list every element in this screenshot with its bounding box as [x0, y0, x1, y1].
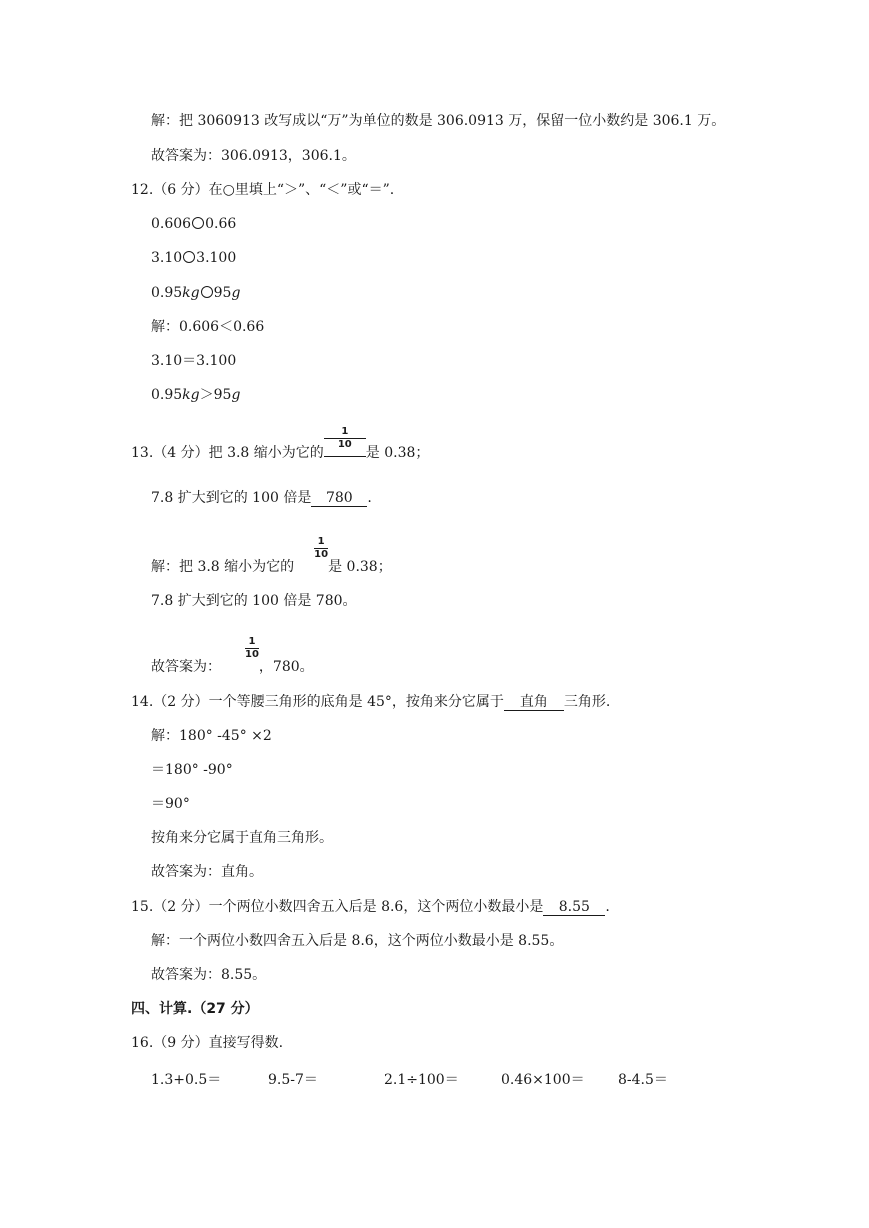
- q13-line-2-a: 7.8 扩大到它的 100 倍是: [151, 490, 312, 506]
- q12-item-1-left: 0.606: [151, 216, 192, 232]
- q15-stem-a: 15.（2 分）一个两位小数四舍五入后是 8.6，这个两位小数最小是: [131, 899, 544, 915]
- q13-line-2: [151, 489, 372, 507]
- q13-solution-1: [151, 536, 392, 576]
- q12-item-2-right: 3.100: [196, 250, 237, 266]
- q14-stem-a: 14.（2 分）一个等腰三角形的底角是 45°，按角来分它属于: [131, 694, 504, 710]
- q14-sol-1: 解：180° ‐45° ×2: [151, 728, 272, 744]
- q14-sol-4: 按角来分它属于直角三角形。: [151, 830, 333, 846]
- q13-stem-b: 是 0.38；: [365, 445, 430, 461]
- q14-blank: 直角: [504, 694, 564, 711]
- q12-item-1: [151, 215, 236, 233]
- fraction-1-10: $\frac{1}{10}$: [324, 426, 366, 451]
- q13-solution-2: 7.8 扩大到它的 100 倍是 780。: [151, 593, 357, 609]
- q16-stem: 16.（9 分）直接写得数.: [131, 1035, 284, 1051]
- q13-ans-a: 故答案为：: [151, 659, 221, 675]
- q12-item-2-left: 3.10: [151, 250, 183, 266]
- q14-stem-b: 三角形.: [563, 694, 611, 710]
- q12-item-3-left: 0.95: [151, 285, 183, 301]
- q16-items: [151, 1071, 668, 1089]
- q15-stem: [131, 898, 610, 916]
- unit-g: g: [231, 387, 241, 403]
- fraction-1-10: $\frac{1}{10}$: [314, 536, 329, 560]
- q14-stem: [131, 693, 610, 711]
- unit-g: g: [231, 285, 241, 301]
- q16-item: 0.46×100＝: [501, 1072, 585, 1088]
- q15-stem-b: .: [605, 899, 610, 915]
- q13-blank-1: [324, 426, 366, 457]
- q12-item-1-right: 0.66: [205, 216, 237, 232]
- q14-sol-2: ＝180° ‐90°: [151, 762, 233, 778]
- q12-item-3-right: 95: [213, 285, 232, 301]
- q12-sol-3-a: 0.95: [151, 387, 183, 403]
- q12-sol-3: [151, 386, 240, 404]
- q14-sol-3: ＝90°: [151, 796, 190, 812]
- blank-circle-icon: [183, 251, 195, 263]
- q13-ans-b: ，780。: [258, 659, 314, 675]
- q16-item: 8‐4.5＝: [618, 1072, 668, 1088]
- q15-blank: 8.55: [543, 899, 605, 916]
- unit-kg: kg: [182, 285, 200, 301]
- q12-item-2: [151, 249, 236, 267]
- q16-item: 9.5‐7＝: [268, 1072, 318, 1088]
- q12-item-3: [151, 284, 240, 302]
- section-heading: 四、计算.（27 分）: [131, 1001, 259, 1017]
- q13-sol-b: 是 0.38；: [328, 559, 392, 575]
- fraction-1-10: $\frac{1}{10}$: [245, 636, 259, 660]
- q12-sol-3-b: ＞95: [199, 387, 232, 403]
- q13-sol-a: 解：把 3.8 缩小为它的: [151, 559, 295, 575]
- q13-line-2-b: .: [367, 490, 372, 506]
- q14-answer: 故答案为：直角。: [151, 864, 263, 880]
- q13-blank-2: 780: [311, 490, 367, 507]
- q13-stem: [131, 426, 430, 462]
- q16-item: 2.1÷100＝: [384, 1072, 459, 1088]
- blank-circle-icon: [192, 217, 204, 229]
- q11-answer: 故答案为：306.0913，306.1。: [151, 148, 356, 164]
- q13-answer: [151, 636, 314, 676]
- q12-sol-1: 解：0.606＜0.66: [151, 319, 265, 335]
- q12-sol-2: 3.10＝3.100: [151, 353, 237, 369]
- q16-item: 1.3+0.5＝: [151, 1072, 222, 1088]
- q11-solution: 解：把 3060913 改写成以“万”为单位的数是 306.0913 万，保留一位小数约是 306.1 万。: [151, 113, 726, 129]
- unit-kg: kg: [182, 387, 200, 403]
- q15-answer: 故答案为：8.55。: [151, 967, 267, 983]
- q13-stem-a: 13.（4 分）把 3.8 缩小为它的: [131, 445, 324, 461]
- q15-solution: 解：一个两位小数四舍五入后是 8.6，这个两位小数最小是 8.55。: [151, 933, 564, 949]
- blank-circle-icon: [201, 286, 213, 298]
- q12-stem: 12.（6 分）在○里填上“＞”、“＜”或“＝”.: [131, 182, 395, 198]
